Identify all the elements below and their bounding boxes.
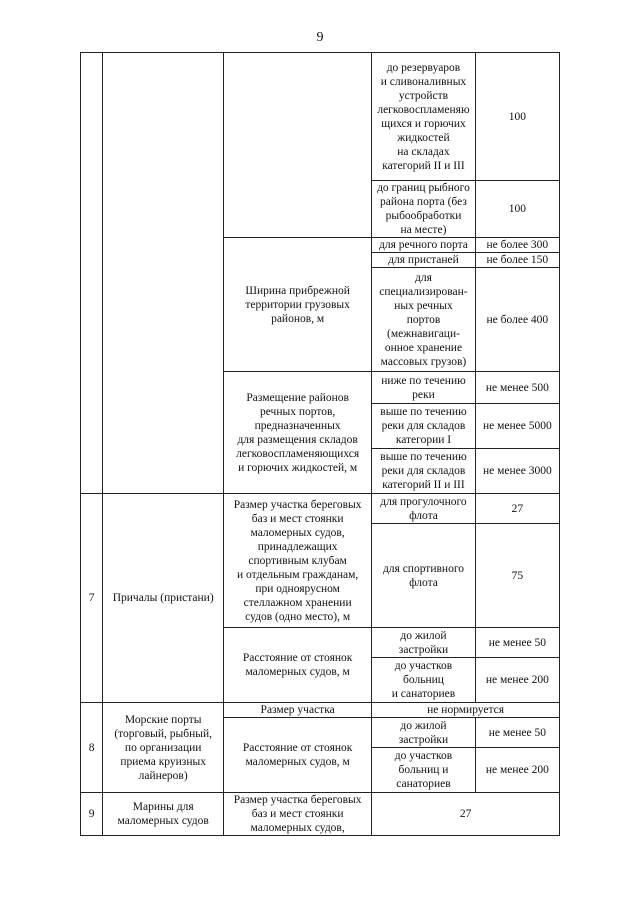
- cond-reservoirs: [372, 53, 476, 181]
- text-line: Размер участка: [260, 704, 335, 716]
- value-specialized-ports: не более 400: [475, 268, 559, 372]
- cond-upstream-cat1: [372, 404, 476, 449]
- row-8-number: 8: [81, 703, 103, 793]
- cond-piers: [372, 253, 476, 268]
- text-line: маломерных судов,: [250, 526, 345, 539]
- row-7-value-housing: не менее 50: [475, 628, 559, 658]
- text-line: портов: [406, 313, 441, 326]
- text-line: Ширина прибрежной: [245, 284, 350, 297]
- text-line: стеллажном хранении: [243, 596, 352, 609]
- text-line: ниже по течению: [381, 374, 466, 387]
- row-8-value-hospitals: не менее 200: [475, 748, 559, 793]
- text-line: для: [415, 271, 432, 284]
- text-line: речных портов,: [259, 405, 336, 418]
- row-7-number: 7: [81, 494, 103, 703]
- row-8-object: [103, 703, 224, 793]
- row-7-object: [103, 494, 224, 703]
- text-line: Причалы (пристани): [112, 592, 214, 604]
- cell-param-cont: [224, 53, 372, 238]
- cond-specialized-ports: [372, 268, 476, 372]
- text-line: Размер участка береговых: [233, 794, 362, 806]
- text-line: до участков: [394, 660, 453, 672]
- text-line: категорий II и III: [382, 479, 465, 491]
- text-line: ных речных: [394, 299, 453, 312]
- text-line: до участков: [394, 750, 453, 762]
- text-line: для размещения складов: [237, 433, 358, 446]
- text-line: Размещение районов: [246, 391, 349, 404]
- text-line: санаториев: [396, 778, 451, 790]
- text-line: до жилой: [400, 719, 447, 732]
- text-line: лайнеров): [138, 769, 188, 782]
- text-line: щихся и горючих: [381, 117, 466, 130]
- text-line: массовых грузов): [380, 355, 467, 368]
- text-line: на месте): [400, 224, 447, 236]
- text-line: при одноярусном: [255, 582, 340, 595]
- text-line: (торговый, рыбный,: [114, 727, 213, 740]
- text-line: для пристаней: [388, 254, 459, 266]
- text-line: баз и мест стоянки: [251, 808, 344, 820]
- text-line: реки для складов: [381, 465, 466, 477]
- text-line: судов (одно место), м: [245, 610, 351, 623]
- text-line: и горючих жидкостей, м: [238, 461, 358, 474]
- text-line: больниц: [403, 674, 444, 686]
- text-line: принадлежащих: [257, 540, 338, 553]
- value-sport-fleet: 75: [475, 524, 559, 628]
- cond-sport-fleet: [372, 524, 476, 628]
- text-line: приема круизных: [120, 755, 206, 768]
- text-line: легковоспламеняю: [377, 103, 470, 116]
- row-9-value-size: 27: [372, 793, 560, 836]
- row-8-cond-hospitals: [372, 748, 476, 793]
- text-line: застройки: [398, 643, 449, 656]
- text-line: спортивным клубам: [248, 554, 347, 567]
- text-line: маломерных судов, м: [245, 756, 350, 768]
- text-line: по организации: [124, 741, 202, 754]
- text-line: флота: [409, 576, 438, 589]
- text-line: категорий II и III: [382, 159, 465, 172]
- row-8-value-housing: не менее 50: [475, 718, 559, 748]
- text-line: предназначенных: [254, 419, 341, 432]
- text-line: и санаториев: [391, 688, 456, 700]
- value-piers: не более 150: [475, 253, 559, 268]
- cell-object-cont: [103, 53, 224, 494]
- value-downstream: не менее 500: [475, 372, 559, 404]
- text-line: Морские порты: [124, 713, 202, 726]
- text-line: легковоспламеняющихся: [236, 447, 360, 460]
- row-8-cond-housing: [372, 718, 476, 748]
- text-line: реки для складов: [381, 420, 466, 432]
- row-8-param-distance: [224, 718, 372, 793]
- text-line: Марины для: [132, 801, 194, 813]
- text-line: выше по течению: [380, 406, 467, 418]
- row-9-param-size: [224, 793, 372, 836]
- value-upstream-cat23: не менее 3000: [475, 449, 559, 494]
- text-line: Расстояние от стоянок: [242, 652, 353, 664]
- text-line: флота: [409, 509, 438, 522]
- text-line: больниц и: [398, 764, 449, 776]
- text-line: выше по течению: [380, 451, 467, 463]
- text-line: до жилой: [400, 629, 447, 642]
- cond-upstream-cat23: [372, 449, 476, 494]
- page-number: 9: [316, 30, 324, 45]
- cond-pleasure-fleet: [372, 494, 476, 524]
- text-line: и сливоналивных: [380, 75, 467, 88]
- text-line: онное хранение: [384, 341, 463, 354]
- cond-river-port: [372, 238, 476, 253]
- text-line: до резервуаров: [386, 61, 461, 74]
- text-line: устройств: [398, 89, 449, 102]
- text-line: специализирован-: [379, 285, 468, 298]
- text-line: рыбообработки: [385, 210, 462, 222]
- cond-fish-border: [372, 181, 476, 238]
- text-line: для речного порта: [379, 239, 468, 251]
- param-placement: [224, 372, 372, 494]
- row-7-cond-hospitals: [372, 658, 476, 703]
- text-line: реки: [412, 388, 435, 401]
- row-9-object: [103, 793, 224, 836]
- text-line: Расстояние от стоянок: [242, 742, 353, 754]
- value-reservoirs: 100: [475, 53, 559, 181]
- text-line: территории грузовых: [245, 298, 350, 311]
- row-7-value-hospitals: не менее 200: [475, 658, 559, 703]
- text-line: маломерных судов: [117, 815, 209, 827]
- value-river-port: не более 300: [475, 238, 559, 253]
- text-line: Размер участка береговых: [233, 498, 362, 511]
- text-line: для спортивного: [382, 562, 464, 575]
- text-line: (межнавигаци-: [386, 327, 460, 340]
- row-7-param-size: [224, 494, 372, 628]
- row-9-number: 9: [81, 793, 103, 836]
- text-line: до границ рыбного: [377, 182, 470, 194]
- value-fish-border: 100: [475, 181, 559, 238]
- text-line: районов, м: [271, 312, 325, 325]
- text-line: категории I: [395, 434, 452, 446]
- value-pleasure-fleet: 27: [475, 494, 559, 524]
- cell-num-cont: [81, 53, 103, 494]
- row-7-cond-housing: [372, 628, 476, 658]
- text-line: жидкостей: [397, 131, 450, 144]
- text-line: для прогулочного: [380, 495, 467, 508]
- cond-downstream: [372, 372, 476, 404]
- text-line: маломерных судов, м: [245, 666, 350, 678]
- value-upstream-cat1: не менее 5000: [475, 404, 559, 449]
- text-line: района порта (без: [380, 196, 467, 208]
- text-line: на складах: [397, 145, 450, 158]
- text-line: баз и мест стоянки: [251, 512, 344, 525]
- row-8-value-size: не нормируется: [372, 703, 560, 718]
- text-line: застройки: [398, 733, 449, 746]
- param-coastal-width: [224, 238, 372, 372]
- norms-table: [80, 52, 560, 836]
- text-line: маломерных судов,: [250, 822, 345, 834]
- text-line: и отдельным гражданам,: [236, 568, 359, 581]
- row-7-param-distance: [224, 628, 372, 703]
- row-8-param-size: [224, 703, 372, 718]
